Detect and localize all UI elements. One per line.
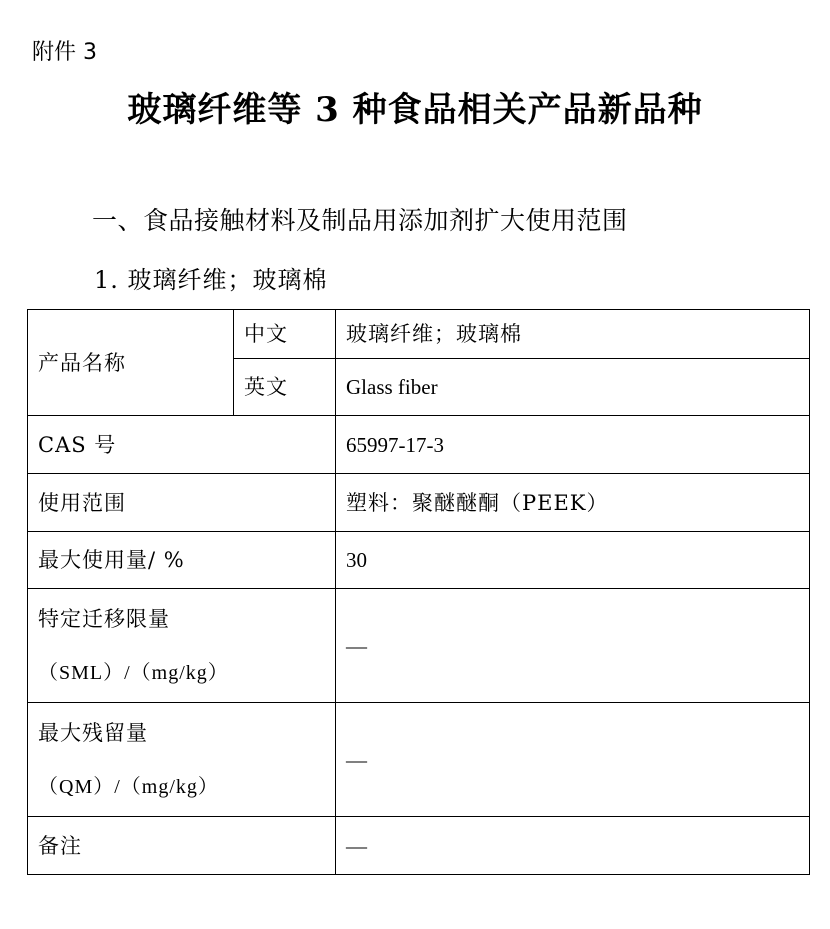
table-row xyxy=(28,474,810,532)
scope-value: 塑料：聚醚醚酮（PEEK） xyxy=(336,474,810,532)
qm-label-line1: 最大残留量 xyxy=(38,720,148,745)
table-row xyxy=(28,589,810,703)
english-value: Glass fiber xyxy=(336,359,810,416)
max-usage-label: 最大使用量/ % xyxy=(28,532,336,589)
table-row xyxy=(28,416,810,474)
sml-label-line1: 特定迁移限量 xyxy=(38,606,170,631)
cas-value: 65997-17-3 xyxy=(336,416,810,474)
attachment-label: 附件 3 xyxy=(32,40,97,65)
table-row xyxy=(28,532,810,589)
product-info-table xyxy=(27,309,810,875)
product-name-label: 产品名称 xyxy=(28,310,234,416)
section-heading: 一、食品接触材料及制品用添加剂扩大使用范围 xyxy=(92,206,628,235)
qm-label-line2: （QM）/（mg/kg） xyxy=(38,775,219,798)
max-usage-value: 30 xyxy=(336,532,810,589)
table-row xyxy=(28,310,810,359)
chinese-value: 玻璃纤维；玻璃棉 xyxy=(336,310,810,359)
chinese-label: 中文 xyxy=(234,310,336,359)
scope-label: 使用范围 xyxy=(28,474,336,532)
sml-label xyxy=(28,589,336,703)
cas-label: CAS 号 xyxy=(28,416,336,474)
english-label: 英文 xyxy=(234,359,336,416)
table-row xyxy=(28,817,810,875)
remarks-label: 备注 xyxy=(28,817,336,875)
item-heading: 1. 玻璃纤维；玻璃棉 xyxy=(94,266,328,294)
page-title: 玻璃纤维等 3 种食品相关产品新品种 xyxy=(127,90,703,130)
qm-label xyxy=(28,703,336,817)
qm-value: — xyxy=(336,703,810,817)
sml-value: — xyxy=(336,589,810,703)
sml-label-line2: （SML）/（mg/kg） xyxy=(38,661,229,684)
table-row xyxy=(28,703,810,817)
remarks-value: — xyxy=(336,817,810,875)
